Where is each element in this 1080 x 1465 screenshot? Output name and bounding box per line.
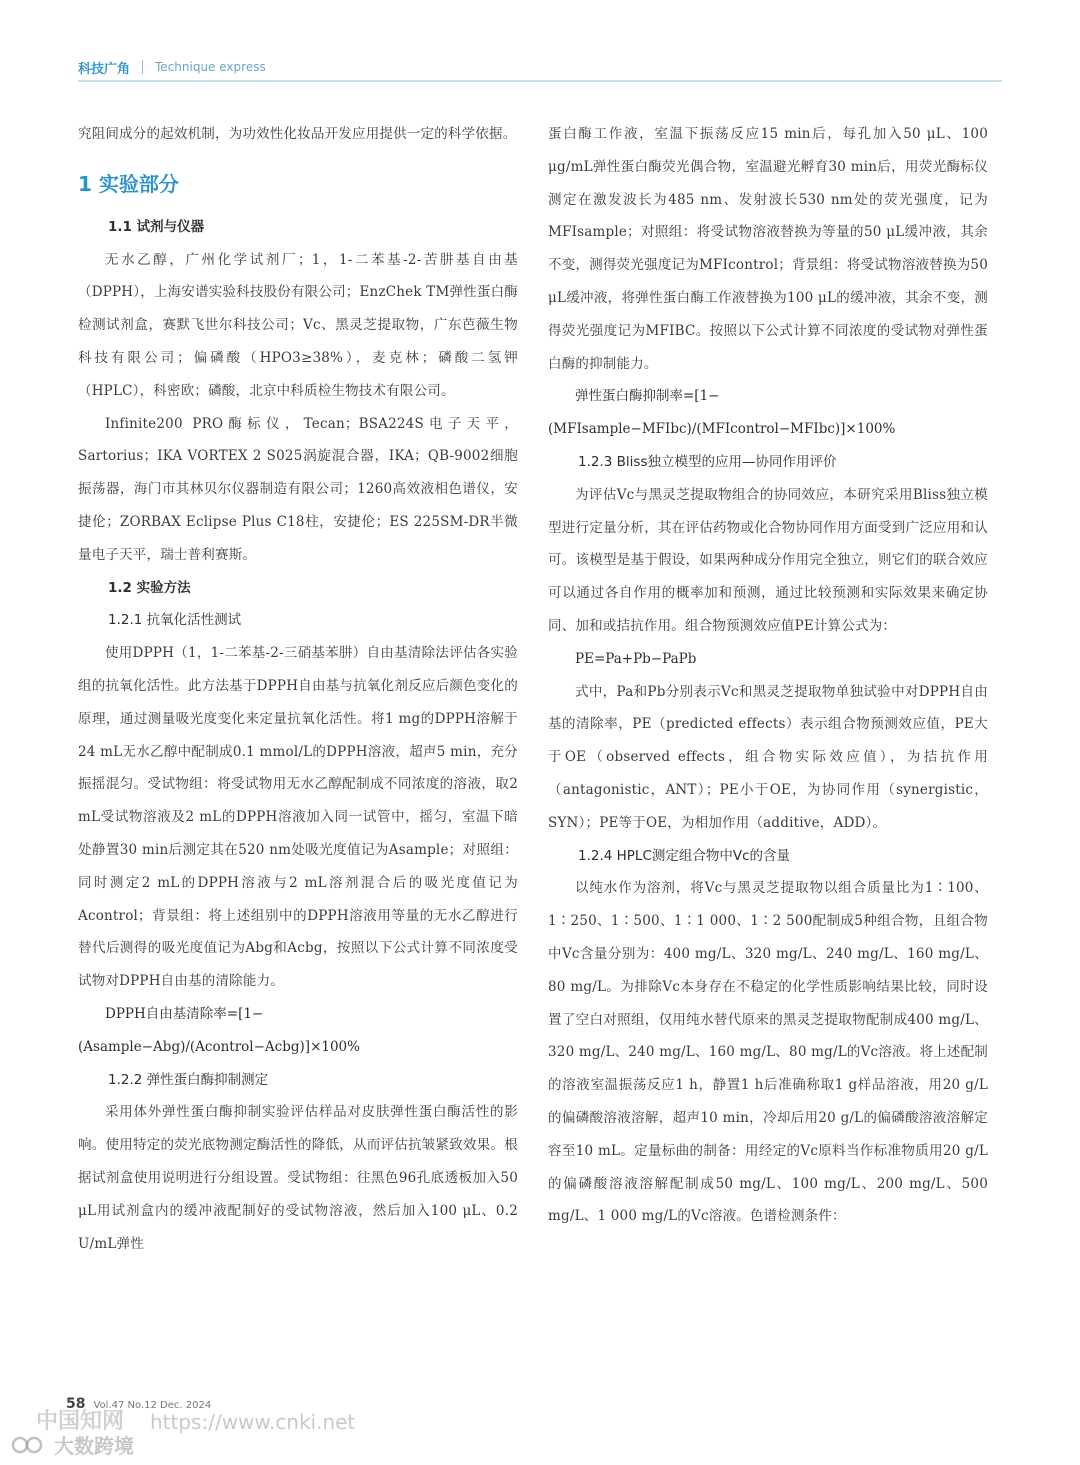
paragraph: 蛋白酶工作液，室温下振荡反应15 min后，每孔加入50 μL、100 μg/mL弹性蛋白酶荧光偶合物，室温避光孵育30 min后，用荧光酶标仪测定在激发波长为485 nm、发射波长530 nm处的荧光强度，记为MFIsample；对照组：将受试物溶液替换为等量的50 μL缓冲液，其余不变，测得荧光强度记为MFIcontrol；背景组：将受试物溶液替换为50 μL缓冲液，将弹性蛋白酶工作液替换为100 μL的缓冲液，其余不变，测得荧光强度记为MFIBC。按照以下公式计算不同浓度的受试物对弹性蛋白酶的抑制能力。: [548, 126, 988, 372]
formula: PE=Pa+Pb−PaPb: [575, 650, 697, 667]
header-divider: [142, 60, 143, 74]
left-column: [78, 118, 518, 1260]
subsection-heading: 1.1 试剂与仪器: [108, 218, 205, 235]
page-number: 58: [66, 1396, 86, 1412]
formula: 弹性蛋白酶抑制率=[1−(MFIsample−MFIbc)/(MFIcontrol−MFIbc)]×100%: [548, 388, 896, 438]
paragraph: 式中，Pa和Pb分别表示Vc和黑灵芝提取物单独试验中对DPPH自由基的清除率，PE（predicted effects）表示组合物预测效应值，PE大于OE（observed effects，组合物实际效应值），为拮抗作用（antagonistic，ANT）；PE小于OE，为协同作用（synergistic，SYN）；PE等于OE，为相加作用（additive，ADD）。: [548, 683, 988, 831]
header-rule: [78, 80, 1002, 82]
running-header: [78, 54, 1002, 80]
formula: DPPH自由基清除率=[1−(Asample−Abg)/(Acontrol−Acbg)]×100%: [78, 1005, 360, 1055]
paragraph: 究阻间成分的起效机制，为功效性化妆品开发应用提供一定的科学依据。: [78, 126, 517, 142]
brand-watermark-text: 大数跨境: [54, 1434, 134, 1458]
subsection-heading: 1.2 实验方法: [108, 579, 191, 596]
cnki-watermark: 中国知网: [36, 1409, 125, 1434]
right-column: [548, 118, 988, 1233]
paragraph: 以纯水作为溶剂，将Vc与黑灵芝提取物以组合质量比为1∶100、1∶250、1∶500、1∶1 000、1∶2 500配制成5种组合物，且组合物中Vc含量分别为：400 mg/L、320 mg/L、240 mg/L、160 mg/L、80 mg/L。为排除Vc本身存在不稳定的化学性质影响结果比较，同时设置了空白对照组，仅用纯水替代原来的黑灵芝提取物配制成400 mg/L、320 mg/L、240 mg/L、160 mg/L、80 mg/L的Vc溶液。将上述配制的溶液室温振荡反应1 h，静置1 h后准确称取1 g样品溶液，用20 g/L的偏磷酸溶液溶解，超声10 min，冷却后用20 g/L的偏磷酸溶液溶解定容至10 mL。定量标曲的制备：用经定的Vc原料当作标准物质用20 g/L的偏磷酸溶液溶解配制成50 mg/L、100 mg/L、200 mg/L、500 mg/L、1 000 mg/L的Vc溶液。色谱检测条件：: [548, 880, 988, 1225]
brand-logo-icon: [10, 1434, 50, 1456]
paragraph: Infinite200 PRO酶标仪，Tecan；BSA224S电子天平，Sartorius；IKA VORTEX 2 S025涡旋混合器，IKA；QB-9002细胞振荡器，海门市其林贝尔仪器制造有限公司；1260高效液相色谱仪，安捷伦；ZORBAX Eclipse Plus C18柱，安捷伦；ES 225SM-DR半微量电子天平，瑞士普利赛斯。: [78, 415, 518, 563]
subsubsection-heading: 1.2.2 弹性蛋白酶抑制测定: [108, 1071, 269, 1088]
paragraph: 采用体外弹性蛋白酶抑制实验评估样品对皮肤弹性蛋白酶活性的影响。使用特定的荧光底物测定酶活性的降低，从而评估抗皱紧致效果。根据试剂盒使用说明进行分组设置。受试物组：往黑色96孔底透板加入50 μL用试剂盒内的缓冲液配制好的受试物溶液，然后加入100 μL、0.2 U/mL弹性: [78, 1104, 518, 1252]
column-name-en: Technique express: [155, 60, 266, 74]
watermark-url: https://www.cnki.net: [150, 1410, 356, 1434]
section-title: 1 实验部分: [78, 171, 179, 196]
subsubsection-heading: 1.2.1 抗氧化活性测试: [108, 612, 242, 629]
column-name: 科技广角: [78, 61, 131, 77]
issue-info: Vol.47 No.12 Dec. 2024: [93, 1400, 212, 1411]
subsubsection-heading: 1.2.4 HPLC测定组合物中Vc的含量: [578, 847, 791, 864]
subsubsection-heading: 1.2.3 Bliss独立模型的应用—协同作用评价: [578, 453, 837, 470]
paragraph: 无水乙醇，广州化学试剂厂；1，1-二苯基-2-苦肼基自由基（DPPH），上海安谱实验科技股份有限公司；EnzChek TM弹性蛋白酶检测试剂盒，赛默飞世尔科技公司；Vc、黑灵芝提取物，广东芭薇生物科技有限公司；偏磷酸（HPO3≥38%），麦克林；磷酸二氢钾（HPLC），科密欧；磷酸，北京中科质检生物技术有限公司。: [78, 251, 518, 399]
paragraph: 为评估Vc与黑灵芝提取物组合的协同效应，本研究采用Bliss独立模型进行定量分析，其在评估药物或化合物协同作用方面受到广泛应用和认可。该模型是基于假设，如果两种成分作用完全独立，则它们的联合效应可以通过各自作用的概率加和预测，通过比较预测和实际效果来确定协同、加和或拮抗作用。组合物预测效应值PE计算公式为：: [548, 486, 988, 634]
paragraph: 使用DPPH（1，1-二苯基-2-三硝基苯肼）自由基清除法评估各实验组的抗氧化活性。此方法基于DPPH自由基与抗氧化剂反应后颜色变化的原理，通过测量吸光度变化来定量抗氧化活性。将1 mg的DPPH溶解于24 mL无水乙醇中配制成0.1 mmol/L的DPPH溶液，超声5 min，充分振摇混匀。受试物组：将受试物用无水乙醇配制成不同浓度的溶液，取2 mL受试物溶液及2 mL的DPPH溶液加入同一试管中，摇匀，室温下暗处静置30 min后测定其在520 nm处吸光度值记为Asample；对照组：同时测定2 mL的DPPH溶液与2 mL溶剂混合后的吸光度值记为Acontrol；背景组：将上述组别中的DPPH溶液用等量的无水乙醇进行替代后测得的吸光度值记为Abg和Acbg，按照以下公式计算不同浓度受试物对DPPH自由基的清除能力。: [78, 645, 518, 990]
brand-watermark: [10, 1430, 134, 1459]
